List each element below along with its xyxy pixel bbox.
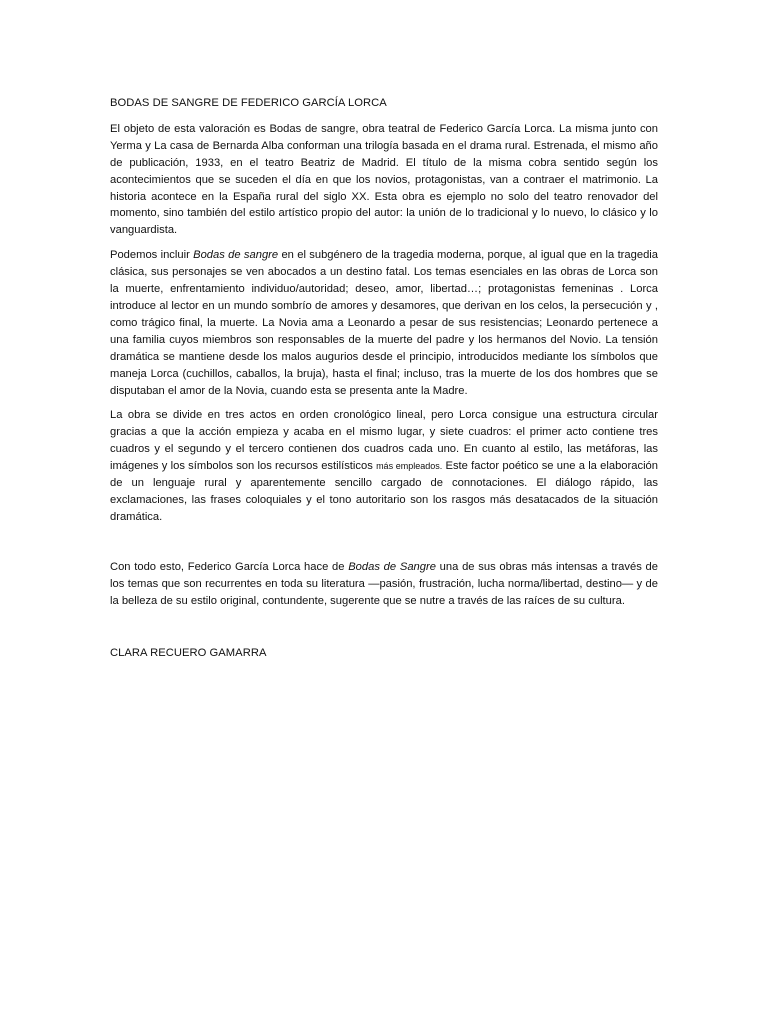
document-body xyxy=(110,95,658,662)
spacer xyxy=(110,534,658,559)
author-name: CLARA RECUERO GAMARRA xyxy=(110,647,267,660)
paragraph-structure-text-end: Este factor poético se une a la elaboración de un lenguaje rural y aparentemente sencillo cargado de connotaciones. El diálogo rápido, las exclamaciones, las frases coloquiales y el tono autoritario son los rasgos más desatacados de la situación dramática. xyxy=(110,460,658,523)
paragraph-structure xyxy=(110,407,658,525)
paragraph-conclusion-text-start: Con todo esto, Federico García Lorca hace de xyxy=(110,560,349,573)
paragraph-intro-text: El objeto de esta valoración es Bodas de sangre, obra teatral de Federico García Lorca. La misma junto con Yerma y La casa de Bernarda Alba conforman una trilogía basada en el drama rural. Estrenada, el mismo año de publicación, 1933, en el teatro Beatriz de Madrid. El título de la misma cobra sentido según los acontecimientos que se suceden el día en que los novios, protagonistas, van a contraer el matrimonio. La historia acontece en la España rural del siglo XX. Esta obra es ejemplo no solo del teatro renovador del momento, sino también del estilo artístico propio del autor: la unión de lo tradicional y lo nuevo, lo clásico y lo vanguardista. xyxy=(110,122,658,237)
document-title: BODAS DE SANGRE DE FEDERICO GARCÍA LORCA xyxy=(110,97,387,109)
spacer xyxy=(110,617,658,645)
paragraph-structure-small-text: más empleados. xyxy=(376,461,443,472)
work-title-italic: Bodas de sangre xyxy=(193,249,279,262)
work-title-italic-conclusion: Bodas de Sangre xyxy=(348,560,436,573)
paragraph-conclusion-text-end: una de sus obras más intensas a través de los temas que son recurrentes en toda su literatura —pasión, frustración, lucha norma/libertad, destino— y de la belleza de su estilo original, contundente, sugerente que se nutre a través de las raíces de su cultura. xyxy=(110,560,658,607)
paragraph-genre-text-start: Podemos incluir xyxy=(110,249,194,262)
paragraph-structure-text-start: La obra se divide en tres actos en orden cronológico lineal, pero Lorca consigue una estructura circular gracias a que la acción empieza y acaba en el mismo lugar, y siete cuadros: el primer acto contiene tres cuadros y el segundo y el tercero contienen dos cuadros cada uno. En cuanto al estilo, las metáforas, las imágenes y los símbolos son los recursos estilísticos xyxy=(110,409,658,473)
paragraph-genre-text-end: en el subgénero de la tragedia moderna, porque, al igual que en la tragedia clásica, sus personajes se ven abocados a un destino fatal. Los temas esenciales en las obras de Lorca son la muerte, enfrentamiento individuo/autoridad; deseo, amor, libertad…; protagonistas femeninas . Lorca introduce al lector en un mundo sombrío de amores y desamores, que derivan en los celos, la persecución y , como trágico final, la muerte. La Novia ama a Leonardo a pesar de sus resistencias; Leonardo pertenece a una familia cuyos miembros son responsables de la muerte del padre y los hermanos del Novio. La tensión dramática se mantiene desde los malos augurios desde el principio, introducidos mediante los símbolos que maneja Lorca (cuchillos, caballos, la bruja), hasta el final; incluso, tras la muerte de los dos hombres que se disputaban el amor de la Novia, cuando esta se presenta ante la Madre. xyxy=(110,249,658,397)
paragraph-intro xyxy=(110,121,658,239)
paragraph-genre xyxy=(110,247,658,399)
paragraph-conclusion xyxy=(110,559,658,610)
